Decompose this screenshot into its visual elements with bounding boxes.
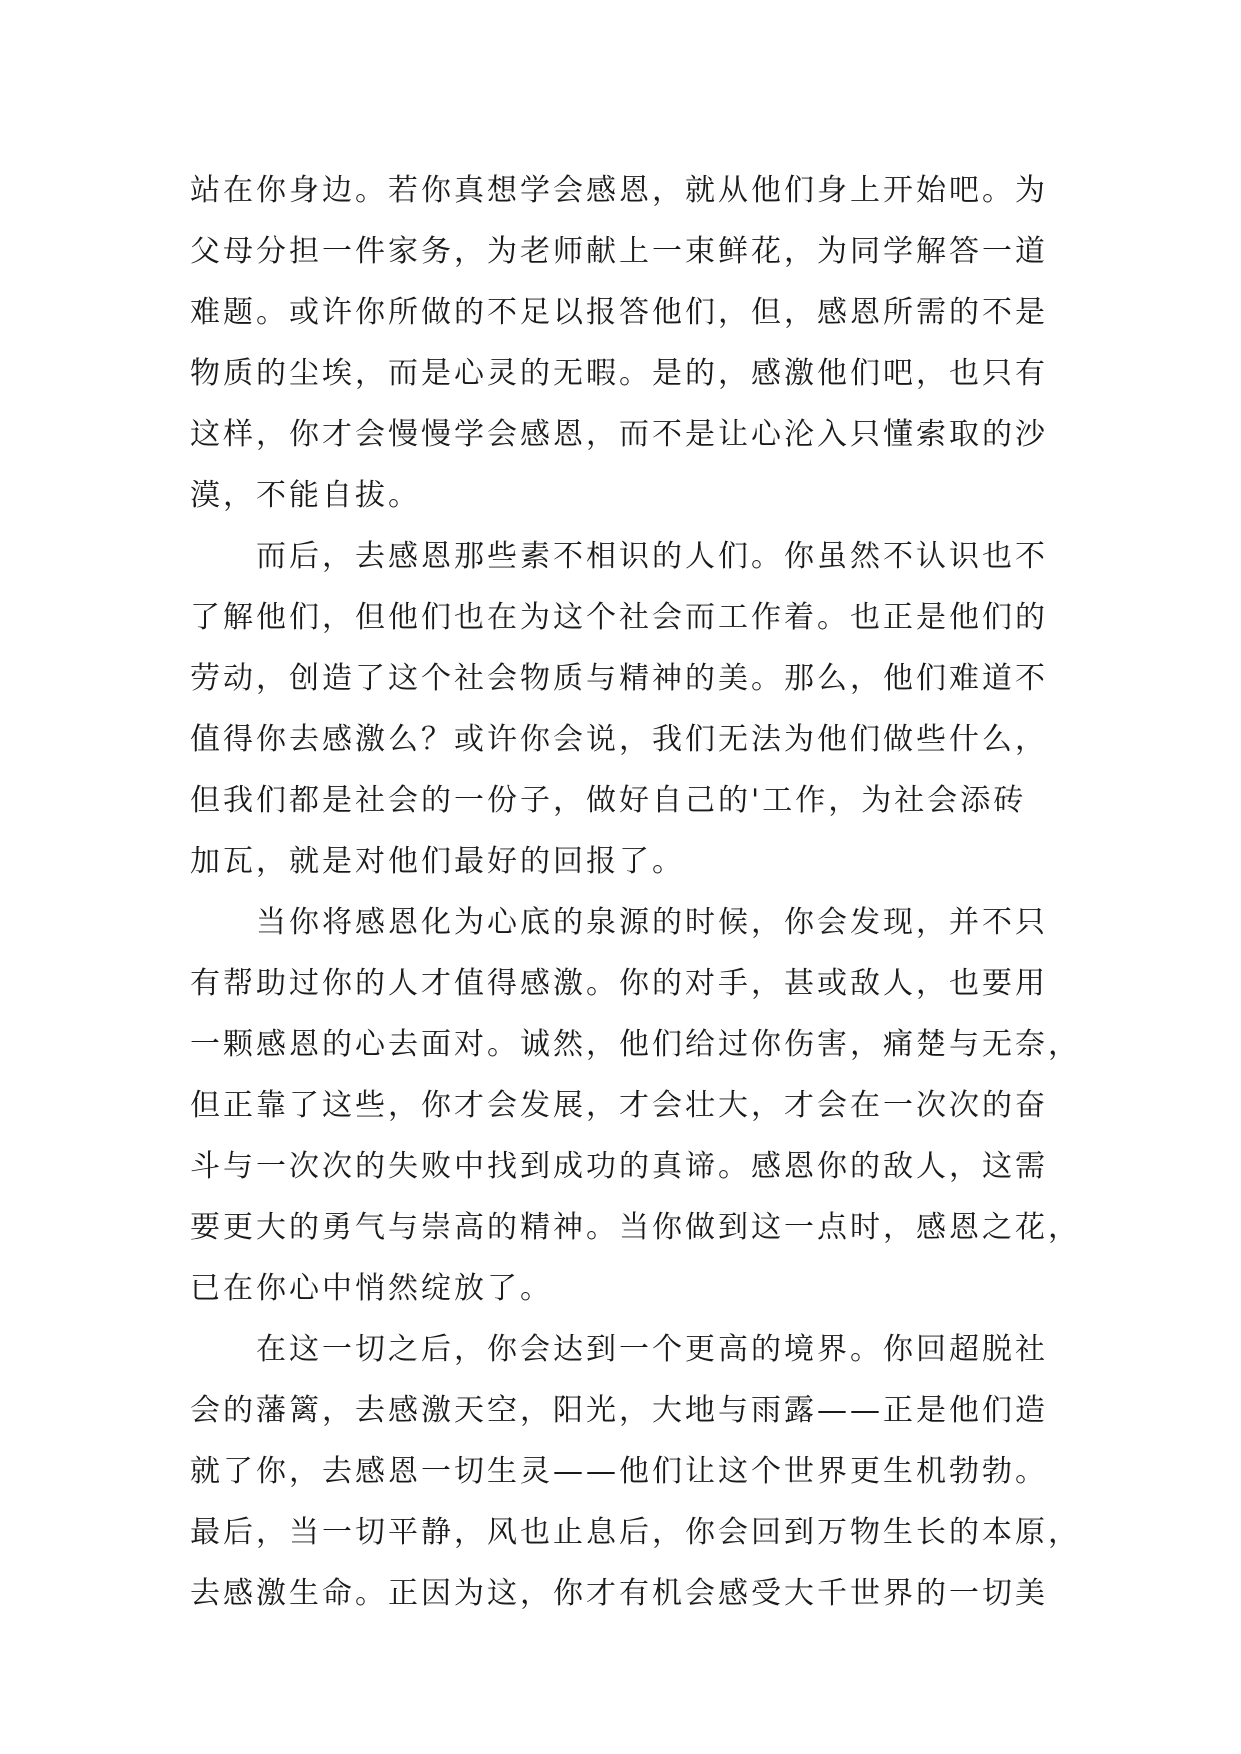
paragraph-3	[190, 892, 1081, 1319]
text-line: 加瓦，就是对他们最好的回报了。	[190, 844, 685, 879]
text-line: 最后，当一切平静，风也止息后，你会回到万物生长的本原，	[190, 1515, 1081, 1550]
paragraph-2	[190, 526, 1060, 892]
text-line: 值得你去感激么？或许你会说，我们无法为他们做些什么，	[190, 722, 1048, 757]
text-line: 物质的尘埃，而是心灵的无暇。是的，感激他们吧，也只有	[190, 356, 1048, 391]
text-line: 这样，你才会慢慢学会感恩，而不是让心沦入只懂索取的沙	[190, 417, 1048, 452]
paragraph-1	[190, 160, 1060, 526]
text-line: 父母分担一件家务，为老师献上一束鲜花，为同学解答一道	[190, 234, 1048, 269]
text-line: 但正靠了这些，你才会发展，才会壮大，才会在一次次的奋	[190, 1088, 1048, 1123]
text-line: 在这一切之后，你会达到一个更高的境界。你回超脱社	[256, 1332, 1048, 1367]
text-line: 当你将感恩化为心底的泉源的时候，你会发现，并不只	[256, 905, 1048, 940]
text-line: 劳动，创造了这个社会物质与精神的美。那么，他们难道不	[190, 661, 1048, 696]
text-line: 去感激生命。正因为这，你才有机会感受大千世界的一切美	[190, 1576, 1048, 1611]
text-line: 要更大的勇气与崇高的精神。当你做到这一点时，感恩之花，	[190, 1210, 1081, 1245]
text-line: 但我们都是社会的一份子，做好自己的'工作，为社会添砖	[190, 783, 1027, 818]
text-column	[190, 160, 1081, 1624]
text-line: 而后，去感恩那些素不相识的人们。你虽然不认识也不	[256, 539, 1048, 574]
text-line: 斗与一次次的失败中找到成功的真谛。感恩你的敌人，这需	[190, 1149, 1048, 1184]
text-line: 了解他们，但他们也在为这个社会而工作着。也正是他们的	[190, 600, 1048, 635]
text-line: 会的藩篱，去感激天空，阳光，大地与雨露——正是他们造	[190, 1393, 1048, 1428]
paragraph-4	[190, 1319, 1081, 1624]
text-line: 就了你，去感恩一切生灵——他们让这个世界更生机勃勃。	[190, 1454, 1048, 1489]
text-line: 站在你身边。若你真想学会感恩，就从他们身上开始吧。为	[190, 173, 1048, 208]
text-line: 已在你心中悄然绽放了。	[190, 1271, 553, 1306]
text-line: 一颗感恩的心去面对。诚然，他们给过你伤害，痛楚与无奈，	[190, 1027, 1081, 1062]
text-line: 漠，不能自拔。	[190, 478, 421, 513]
text-line: 难题。或许你所做的不足以报答他们，但，感恩所需的不是	[190, 295, 1048, 330]
text-line: 有帮助过你的人才值得感激。你的对手，甚或敌人，也要用	[190, 966, 1048, 1001]
